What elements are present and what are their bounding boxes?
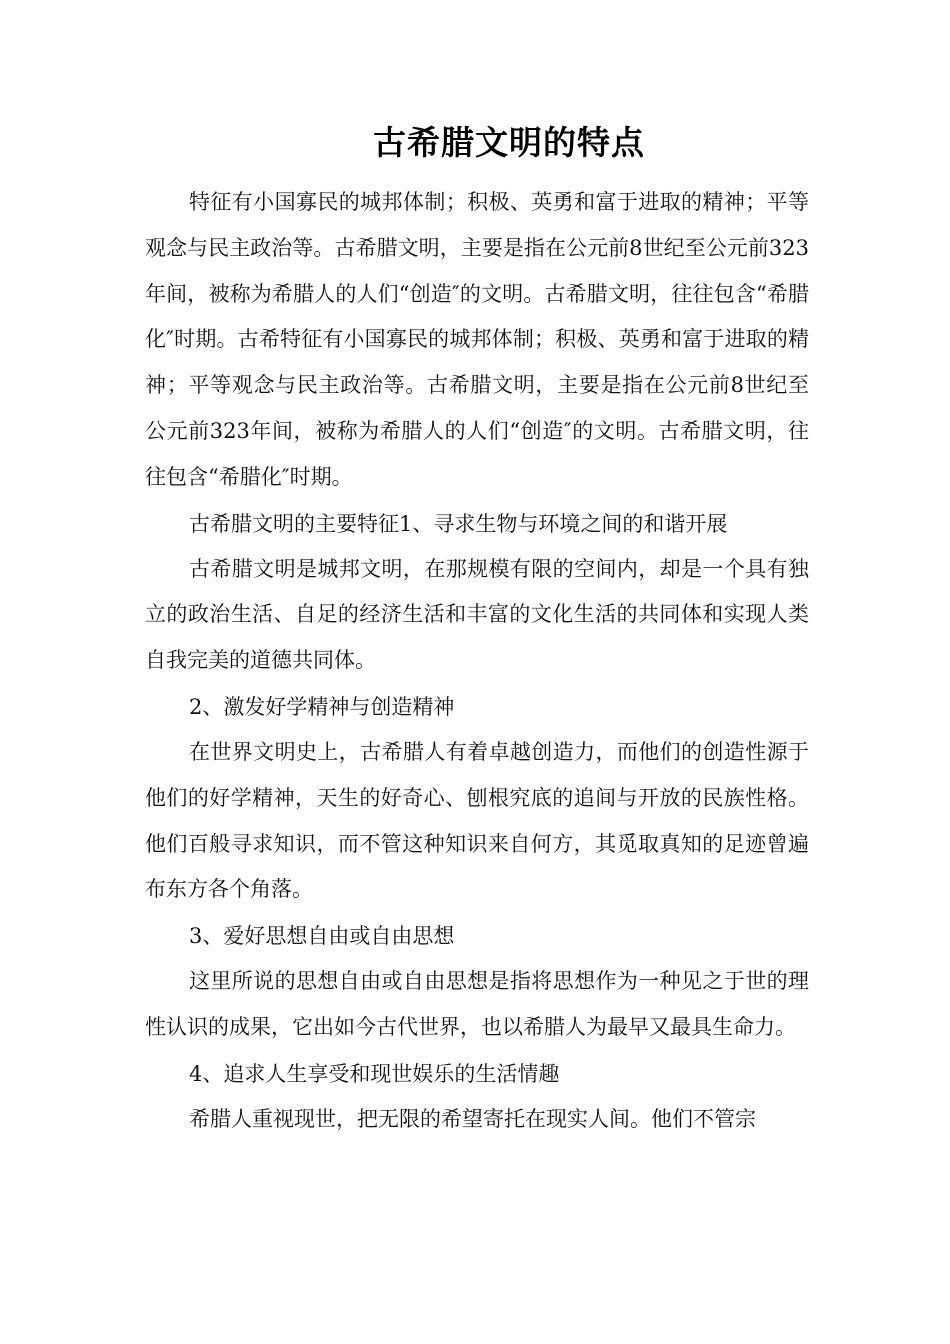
document-title: 古希腊文明的特点: [373, 123, 645, 162]
paragraph-creativity: 在世界文明史上，古希腊人有着卓越创造力，而他们的创造性源于他们的好学精神，天生的好奇心、刨根究底的追间与开放的民族性格。他们百般寻求知识，而不管这种知识来自何方，其觅取真知的足迹曾遍布东方各个角落。: [145, 739, 809, 902]
section-heading-4: 4、追求人生享受和现世娱乐的生活情趣: [189, 1061, 560, 1086]
paragraph-main-features-1: 古希腊文明的主要特征1、寻求生物与环境之间的和谐开展: [189, 511, 728, 536]
section-heading-2: 2、激发好学精神与创造精神: [189, 694, 455, 719]
section-heading-3: 3、爱好思想自由或自由思想: [189, 924, 455, 949]
paragraph-city-state: 古希腊文明是城邦文明，在那规模有限的空间内，却是一个具有独立的政治生活、自足的经济生活和丰富的文化生活的共同体和实现人类自我完美的道德共同体。: [145, 556, 809, 673]
paragraph-worldly-life: 希腊人重视现世，把无限的希望寄托在现实人间。他们不管宗: [189, 1106, 756, 1131]
document-body: [145, 180, 809, 1143]
paragraph-intro: 特征有小国寡民的城邦体制；积极、英勇和富于进取的精神；平等观念与民主政治等。古希腊文明，主要是指在公元前8世纪至公元前323年间，被称为希腊人的人们“创造″的文明。古希腊文明，往往包含“希腊化″时期。古希特征有小国寡民的城邦体制；积极、英勇和富于进取的精神；平等观念与民主政治等。古希腊文明，主要是指在公元前8世纪至公元前323年间，被称为希腊人的人们“创造″的文明。古希腊文明，往往包含“希腊化″时期。: [145, 190, 809, 489]
paragraph-free-thought: 这里所说的思想自由或自由思想是指将思想作为一种见之于世的理性认识的成果，它出如今古代世界，也以希腊人为最早又最具生命力。: [145, 969, 809, 1039]
